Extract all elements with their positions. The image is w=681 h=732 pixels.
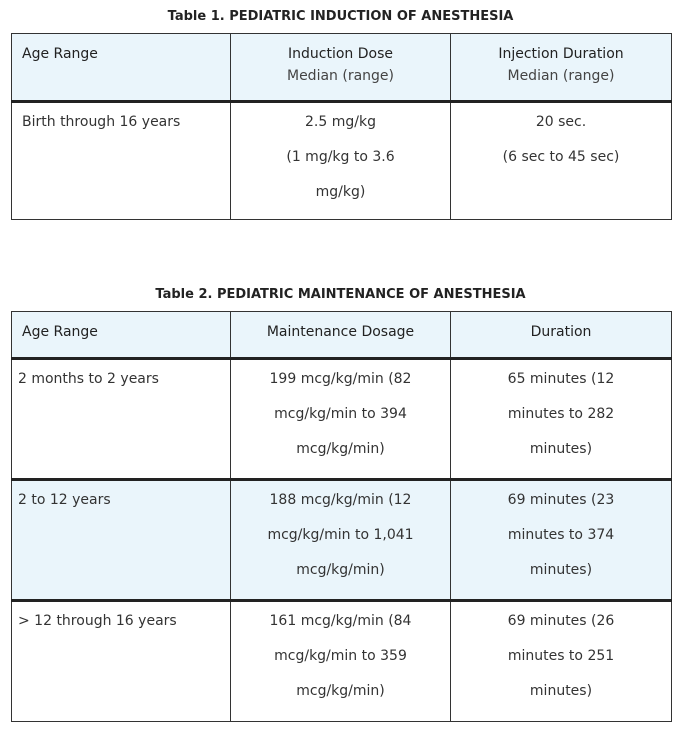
- header-maintenance-dosage: [231, 312, 451, 359]
- cell-line: 199 mcg/kg/min (82: [269, 371, 412, 387]
- header-injection-duration: [451, 34, 672, 102]
- cell-duration: [451, 359, 672, 480]
- cell-line: 188 mcg/kg/min (12: [269, 492, 412, 508]
- header-induction-dose: [231, 34, 451, 102]
- cell-line: minutes to 374: [507, 527, 615, 543]
- cell-line: mcg/kg/min): [296, 441, 385, 457]
- cell-line: mcg/kg/min to 1,041: [267, 527, 414, 543]
- table-row: [12, 359, 672, 480]
- cell-text: 2 months to 2 years: [18, 371, 159, 387]
- cell-maintenance-dosage: [231, 480, 451, 601]
- header-age-range-label: Age Range: [22, 46, 98, 62]
- cell-duration: [451, 601, 672, 722]
- cell-line: minutes): [529, 562, 593, 578]
- table-row: [12, 102, 672, 220]
- header-age-range: [12, 34, 231, 102]
- header-age-range: [12, 312, 231, 359]
- cell-line: 69 minutes (23: [507, 492, 615, 508]
- table-header-row: [12, 34, 672, 102]
- cell-line: minutes): [529, 683, 593, 699]
- cell-line: minutes to 251: [507, 648, 615, 664]
- cell-line: minutes): [529, 441, 593, 457]
- cell-line: 161 mcg/kg/min (84: [269, 613, 412, 629]
- maintenance-table: [11, 311, 672, 722]
- cell-text: Birth through 16 years: [22, 114, 181, 130]
- header-maintenance-dosage-label: Maintenance Dosage: [266, 324, 415, 340]
- induction-table: [11, 33, 672, 220]
- header-age-range-label: Age Range: [22, 324, 98, 340]
- cell-line: 20 sec.: [535, 114, 587, 130]
- cell-line: 69 minutes (26: [507, 613, 615, 629]
- table-header-row: [12, 312, 672, 359]
- table2-caption: Table 2. PEDIATRIC MAINTENANCE OF ANESTHESIA: [155, 287, 526, 302]
- cell-line: mcg/kg/min to 359: [274, 648, 407, 664]
- cell-age-range: [12, 102, 231, 220]
- cell-duration: [451, 480, 672, 601]
- cell-injection-duration: [451, 102, 672, 220]
- cell-line: (6 sec to 45 sec): [502, 149, 620, 165]
- cell-maintenance-dosage: [231, 601, 451, 722]
- table1-caption: Table 1. PEDIATRIC INDUCTION OF ANESTHESIA: [167, 9, 514, 24]
- cell-age-range: [12, 359, 231, 480]
- table-row: [12, 480, 672, 601]
- header-injection-duration-label: Injection Duration: [498, 46, 624, 62]
- cell-line: mcg/kg/min): [296, 683, 385, 699]
- cell-line: mcg/kg/min): [296, 562, 385, 578]
- cell-induction-dose: [231, 102, 451, 220]
- header-induction-dose-sub: Median (range): [286, 68, 394, 84]
- header-induction-dose-label: Induction Dose: [288, 46, 393, 62]
- cell-line: (1 mg/kg to 3.6: [286, 149, 395, 165]
- cell-age-range: [12, 601, 231, 722]
- header-duration-label: Duration: [530, 324, 592, 340]
- cell-line: minutes to 282: [507, 406, 615, 422]
- cell-text: 2 to 12 years: [18, 492, 111, 508]
- table-row: [12, 601, 672, 722]
- header-duration: [451, 312, 672, 359]
- cell-line: mg/kg): [315, 184, 366, 200]
- cell-text: > 12 through 16 years: [18, 613, 177, 629]
- cell-age-range: [12, 480, 231, 601]
- cell-maintenance-dosage: [231, 359, 451, 480]
- cell-line: mcg/kg/min to 394: [274, 406, 407, 422]
- header-injection-duration-sub: Median (range): [507, 68, 615, 84]
- cell-line: 2.5 mg/kg: [305, 114, 376, 130]
- cell-line: 65 minutes (12: [507, 371, 615, 387]
